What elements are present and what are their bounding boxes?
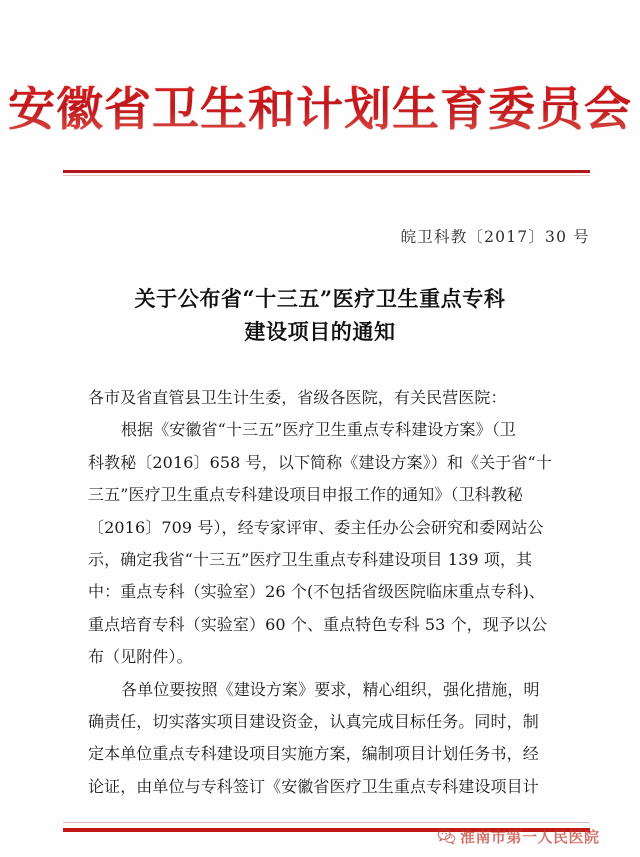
body-line: 科教秘〔2016〕658 号，以下简称《建设方案》）和《关于省“十 (88, 452, 552, 472)
issuing-organization-title: 安徽省卫生和计划生育委员会 (0, 86, 640, 133)
wechat-icon (437, 827, 456, 846)
document-title (88, 282, 552, 348)
body-line: 中：重点专科（实验室）26 个(不包括省级医院临床重点专科)、 (88, 582, 546, 602)
body-line: 论证，由单位与专科签订《安徽省医疗卫生重点专科建设项目计 (88, 776, 539, 796)
body-line: 布（见附件）。 (88, 647, 193, 667)
header-divider-primary-line (63, 170, 590, 173)
body-line: 确责任，切实落实项目建设资金，认真完成目标任务。同时，制 (88, 711, 539, 731)
watermark-label: 淮南市第一人民医院 (460, 827, 600, 846)
body-line: 定本单位重点专科建设项目实施方案，编制项目计划任务书，经 (88, 744, 539, 764)
letterhead (0, 0, 640, 175)
document-number: 皖卫科教〔2017〕30 号 (400, 228, 590, 246)
document-body (88, 382, 558, 803)
body-line: 重点培育专科（实验室）60 个、重点特色专科 53 个，现予以公 (88, 614, 548, 634)
document-title-line-2: 建设项目的通知 (244, 319, 396, 344)
body-line: 各单位要按照《建设方案》要求，精心组织，强化措施，明 (121, 679, 540, 699)
body-line: 〔2016〕709 号），经专家评审、委主任办公会研究和委网站公 (88, 517, 544, 537)
publisher-watermark (437, 823, 600, 849)
header-divider-secondary-line (63, 175, 590, 176)
header-divider (63, 170, 590, 177)
body-line: 三五”医疗卫生重点专科建设项目申报工作的通知》（卫科教秘 (88, 485, 523, 505)
body-line: 各市及省直管县卫生计生委，省级各医院，有关民营医院： (88, 388, 507, 407)
document-title-line-1: 关于公布省“十三五”医疗卫生重点专科 (134, 286, 506, 311)
body-line: 示，确定我省“十三五”医疗卫生重点专科建设项目 139 项，其 (88, 549, 533, 569)
body-line: 根据《安徽省“十三五”医疗卫生重点专科建设方案》（卫 (121, 420, 516, 440)
